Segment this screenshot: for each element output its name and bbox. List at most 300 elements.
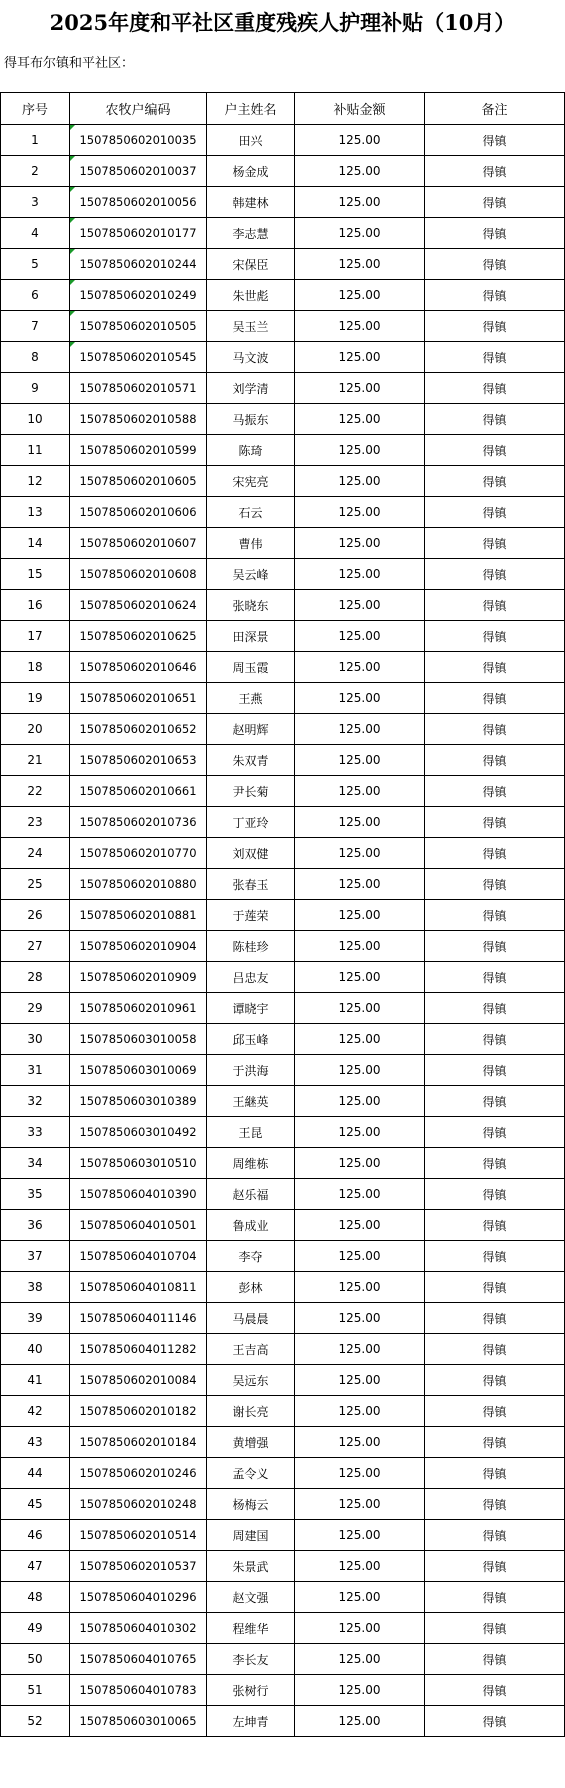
cell-code [70,466,207,497]
table-row [1,1489,565,1520]
cell-name-text: 张晓东 [232,598,269,613]
cell-code-text: 1507850602010653 [79,753,197,767]
table-row [1,1179,565,1210]
cell-amount [295,1334,425,1365]
cell-note-text: 得镇 [482,1435,507,1450]
cell-name-text: 黄增强 [232,1435,269,1450]
cell-code [70,776,207,807]
cell-amount [295,1086,425,1117]
cell-name-text: 吴玉兰 [232,319,269,334]
cell-code-text: 1507850604010390 [79,1187,197,1201]
table-row [1,559,565,590]
cell-amount-text: 125.00 [338,846,381,860]
cell-code-text: 1507850604010296 [79,1590,197,1604]
cell-amount [295,497,425,528]
cell-amount [295,559,425,590]
cell-note-text: 得镇 [482,1311,507,1326]
cell-note-text: 得镇 [482,257,507,272]
cell-no [1,1427,70,1458]
cell-note [425,1365,565,1396]
cell-amount-text: 125.00 [338,629,381,643]
cell-no-text: 45 [27,1497,43,1511]
table-header [1,93,565,125]
cell-name-text: 鲁成业 [232,1218,269,1233]
cell-no [1,652,70,683]
table-row [1,218,565,249]
cell-code-text: 1507850602010084 [79,1373,197,1387]
cell-note-text: 得镇 [482,288,507,303]
cell-name [207,1117,295,1148]
cell-amount-text: 125.00 [338,288,381,302]
cell-code [70,1582,207,1613]
cell-amount-text: 125.00 [338,598,381,612]
cell-note [425,1117,565,1148]
cell-name [207,187,295,218]
cell-no-text: 29 [27,1001,43,1015]
header-code: 农牧户编码 [70,93,207,125]
cell-note [425,125,565,156]
table-row [1,652,565,683]
cell-no-text: 24 [27,846,43,860]
cell-amount-text: 125.00 [338,939,381,953]
table-row [1,1706,565,1737]
cell-name-text: 于洪海 [232,1063,269,1078]
cell-name [207,1644,295,1675]
error-indicator-icon [70,156,75,161]
cell-amount [295,1241,425,1272]
cell-no [1,1055,70,1086]
cell-code-text: 1507850602010182 [79,1404,197,1418]
cell-amount [295,1675,425,1706]
cell-no-text: 2 [31,164,39,178]
cell-name [207,342,295,373]
cell-code-text: 1507850604010704 [79,1249,197,1263]
cell-name-text: 谢长亮 [232,1404,269,1419]
cell-no [1,962,70,993]
table-row [1,776,565,807]
cell-name [207,1272,295,1303]
cell-name [207,931,295,962]
cell-note-text: 得镇 [482,1342,507,1357]
cell-name-text: 王吉高 [232,1342,269,1357]
cell-note [425,1334,565,1365]
cell-code [70,1241,207,1272]
cell-amount-text: 125.00 [338,1683,381,1697]
cell-name-text: 赵文强 [232,1590,269,1605]
table-row [1,1396,565,1427]
cell-code-text: 1507850602010056 [79,195,197,209]
cell-note [425,1055,565,1086]
cell-note [425,1086,565,1117]
cell-no-text: 8 [31,350,39,364]
cell-no-text: 34 [27,1156,43,1170]
cell-no [1,125,70,156]
cell-note [425,497,565,528]
cell-note-text: 得镇 [482,1497,507,1512]
cell-name-text: 吴云峰 [232,567,269,582]
cell-code-text: 1507850602010651 [79,691,197,705]
cell-no [1,1365,70,1396]
cell-note-text: 得镇 [482,722,507,737]
cell-amount [295,1024,425,1055]
cell-code [70,1086,207,1117]
cell-no-text: 49 [27,1621,43,1635]
cell-amount-text: 125.00 [338,412,381,426]
cell-name-text: 韩建林 [232,195,269,210]
cell-code-text: 1507850602010909 [79,970,197,984]
cell-name [207,1520,295,1551]
cell-no-text: 16 [27,598,43,612]
cell-no [1,1396,70,1427]
cell-name [207,280,295,311]
cell-no-text: 10 [27,412,43,426]
cell-note-text: 得镇 [482,939,507,954]
cell-name [207,156,295,187]
cell-code-text: 1507850604010501 [79,1218,197,1232]
cell-no-text: 17 [27,629,43,643]
cell-amount-text: 125.00 [338,536,381,550]
cell-code [70,1148,207,1179]
cell-no [1,621,70,652]
cell-amount-text: 125.00 [338,319,381,333]
table-row [1,1241,565,1272]
cell-note-text: 得镇 [482,412,507,427]
cell-no-text: 9 [31,381,39,395]
cell-no [1,1582,70,1613]
cell-amount-text: 125.00 [338,1714,381,1728]
cell-amount [295,404,425,435]
cell-amount [295,249,425,280]
cell-no-text: 36 [27,1218,43,1232]
table-row [1,1086,565,1117]
table-row [1,1582,565,1613]
cell-amount [295,1520,425,1551]
table-row [1,125,565,156]
cell-amount-text: 125.00 [338,1311,381,1325]
cell-no-text: 41 [27,1373,43,1387]
cell-note [425,807,565,838]
cell-no-text: 47 [27,1559,43,1573]
cell-amount [295,466,425,497]
page-title: 2025年度和平社区重度残疾人护理补贴（10月） [49,10,516,35]
cell-no [1,466,70,497]
cell-note-text: 得镇 [482,970,507,985]
table-row [1,1055,565,1086]
cell-amount [295,869,425,900]
cell-name-text: 赵明辉 [232,722,269,737]
cell-amount-text: 125.00 [338,691,381,705]
cell-name-text: 彭林 [238,1280,263,1295]
cell-code-text: 1507850602010652 [79,722,197,736]
cell-no [1,156,70,187]
cell-note [425,683,565,714]
cell-no-text: 28 [27,970,43,984]
table-row [1,1148,565,1179]
cell-note-text: 得镇 [482,1559,507,1574]
cell-name-text: 石云 [238,505,263,520]
cell-no-text: 18 [27,660,43,674]
header-no: 序号 [1,93,70,125]
cell-name-text: 杨金成 [232,164,269,179]
table-row [1,1024,565,1055]
cell-no [1,590,70,621]
cell-note-text: 得镇 [482,133,507,148]
table-row [1,1520,565,1551]
cell-code-text: 1507850602010881 [79,908,197,922]
cell-no-text: 32 [27,1094,43,1108]
cell-name [207,1396,295,1427]
cell-name [207,993,295,1024]
cell-name [207,125,295,156]
cell-name [207,807,295,838]
cell-name-text: 于莲荣 [232,908,269,923]
cell-name [207,621,295,652]
cell-no [1,404,70,435]
cell-amount [295,900,425,931]
cell-code-text: 1507850602010599 [79,443,197,457]
table-row [1,435,565,466]
cell-no-text: 37 [27,1249,43,1263]
table-row [1,962,565,993]
cell-amount-text: 125.00 [338,784,381,798]
cell-no [1,1117,70,1148]
cell-code-text: 1507850602010904 [79,939,197,953]
cell-name-text: 李志慧 [232,226,269,241]
cell-no [1,1644,70,1675]
cell-no-text: 30 [27,1032,43,1046]
cell-code [70,869,207,900]
cell-note [425,993,565,1024]
cell-amount [295,1582,425,1613]
cell-note-text: 得镇 [482,1280,507,1295]
cell-code-text: 1507850602010961 [79,1001,197,1015]
cell-note [425,714,565,745]
cell-note [425,1489,565,1520]
cell-no-text: 38 [27,1280,43,1294]
error-indicator-icon [70,311,75,316]
cell-name [207,497,295,528]
cell-code [70,559,207,590]
cell-code-text: 1507850602010545 [79,350,197,364]
cell-no-text: 13 [27,505,43,519]
table-row [1,993,565,1024]
cell-code [70,187,207,218]
cell-no-text: 14 [27,536,43,550]
cell-no [1,435,70,466]
cell-name-text: 朱世彪 [232,288,269,303]
cell-note [425,1644,565,1675]
table-row [1,869,565,900]
table-row [1,1365,565,1396]
cell-amount [295,838,425,869]
cell-name-text: 吴远东 [232,1373,269,1388]
cell-amount-text: 125.00 [338,1435,381,1449]
cell-note [425,311,565,342]
cell-no [1,559,70,590]
cell-amount-text: 125.00 [338,505,381,519]
cell-amount-text: 125.00 [338,350,381,364]
cell-amount-text: 125.00 [338,1652,381,1666]
cell-no-text: 20 [27,722,43,736]
cell-name [207,1210,295,1241]
cell-amount [295,1272,425,1303]
cell-code-text: 1507850604010765 [79,1652,197,1666]
cell-code-text: 1507850604010302 [79,1621,197,1635]
cell-note-text: 得镇 [482,381,507,396]
cell-no-text: 5 [31,257,39,271]
cell-code [70,1117,207,1148]
cell-no [1,1241,70,1272]
cell-note [425,1024,565,1055]
cell-code [70,1706,207,1737]
cell-code [70,404,207,435]
cell-note [425,1458,565,1489]
table-row [1,931,565,962]
table-row [1,1644,565,1675]
cell-no [1,1086,70,1117]
cell-note-text: 得镇 [482,1466,507,1481]
cell-note-text: 得镇 [482,815,507,830]
cell-code-text: 1507850602010624 [79,598,197,612]
table-row [1,373,565,404]
cell-code [70,900,207,931]
cell-name [207,652,295,683]
cell-amount [295,187,425,218]
cell-no-text: 26 [27,908,43,922]
cell-note [425,466,565,497]
cell-code-text: 1507850602010646 [79,660,197,674]
cell-note-text: 得镇 [482,1063,507,1078]
cell-note-text: 得镇 [482,443,507,458]
cell-name [207,745,295,776]
table-row [1,1303,565,1334]
cell-name-text: 王燕 [238,691,263,706]
cell-note-text: 得镇 [482,536,507,551]
cell-code [70,931,207,962]
cell-no-text: 15 [27,567,43,581]
cell-note [425,528,565,559]
table-row [1,280,565,311]
cell-note-text: 得镇 [482,1156,507,1171]
error-indicator-icon [70,187,75,192]
cell-note-text: 得镇 [482,1652,507,1667]
cell-note [425,373,565,404]
cell-name [207,1613,295,1644]
cell-amount-text: 125.00 [338,133,381,147]
cell-no [1,900,70,931]
table-row [1,404,565,435]
cell-code [70,1179,207,1210]
cell-note [425,590,565,621]
cell-amount-text: 125.00 [338,1528,381,1542]
cell-amount-text: 125.00 [338,1280,381,1294]
header-row [1,93,565,125]
cell-code [70,1520,207,1551]
cell-no [1,280,70,311]
table-row [1,683,565,714]
cell-name [207,869,295,900]
cell-no [1,838,70,869]
cell-amount-text: 125.00 [338,908,381,922]
cell-amount [295,1365,425,1396]
cell-name [207,373,295,404]
error-indicator-icon [70,249,75,254]
cell-code [70,838,207,869]
cell-note-text: 得镇 [482,1590,507,1605]
cell-note-text: 得镇 [482,1528,507,1543]
cell-code [70,125,207,156]
cell-amount [295,311,425,342]
cell-code [70,1675,207,1706]
cell-amount [295,590,425,621]
cell-name-text: 陈桂珍 [232,939,269,954]
cell-code-text: 1507850602010770 [79,846,197,860]
cell-note [425,218,565,249]
cell-amount-text: 125.00 [338,1156,381,1170]
cell-amount-text: 125.00 [338,1249,381,1263]
table-row [1,528,565,559]
cell-code-text: 1507850602010537 [79,1559,197,1573]
cell-amount-text: 125.00 [338,1001,381,1015]
cell-no [1,342,70,373]
cell-code-text: 1507850602010177 [79,226,197,240]
cell-no-text: 23 [27,815,43,829]
cell-note [425,1148,565,1179]
cell-note-text: 得镇 [482,1683,507,1698]
cell-name-text: 朱景武 [232,1559,269,1574]
cell-amount-text: 125.00 [338,1187,381,1201]
cell-code [70,435,207,466]
cell-amount-text: 125.00 [338,877,381,891]
cell-code [70,497,207,528]
cell-no [1,1179,70,1210]
cell-code [70,373,207,404]
cell-name-text: 李夺 [238,1249,263,1264]
cell-no [1,187,70,218]
cell-no [1,373,70,404]
cell-code-text: 1507850602010607 [79,536,197,550]
cell-amount-text: 125.00 [338,753,381,767]
cell-amount-text: 125.00 [338,1094,381,1108]
cell-name-text: 田深景 [232,629,269,644]
table-row [1,156,565,187]
cell-note [425,900,565,931]
cell-no [1,931,70,962]
table-row [1,590,565,621]
table-body [1,125,565,1737]
cell-name-text: 邱玉峰 [232,1032,269,1047]
table-row [1,1675,565,1706]
cell-amount [295,807,425,838]
cell-note [425,776,565,807]
cell-name-text: 尹长菊 [232,784,269,799]
cell-amount-text: 125.00 [338,1621,381,1635]
header-name: 户主姓名 [207,93,295,125]
cell-name [207,1551,295,1582]
cell-note-text: 得镇 [482,1373,507,1388]
table-row [1,497,565,528]
cell-no-text: 6 [31,288,39,302]
table-row [1,249,565,280]
cell-note [425,1303,565,1334]
cell-code-text: 1507850602010248 [79,1497,197,1511]
cell-name-text: 周维栋 [232,1156,269,1171]
cell-no [1,249,70,280]
cell-note-text: 得镇 [482,164,507,179]
cell-no [1,497,70,528]
cell-name-text: 陈琦 [238,443,263,458]
cell-amount [295,156,425,187]
